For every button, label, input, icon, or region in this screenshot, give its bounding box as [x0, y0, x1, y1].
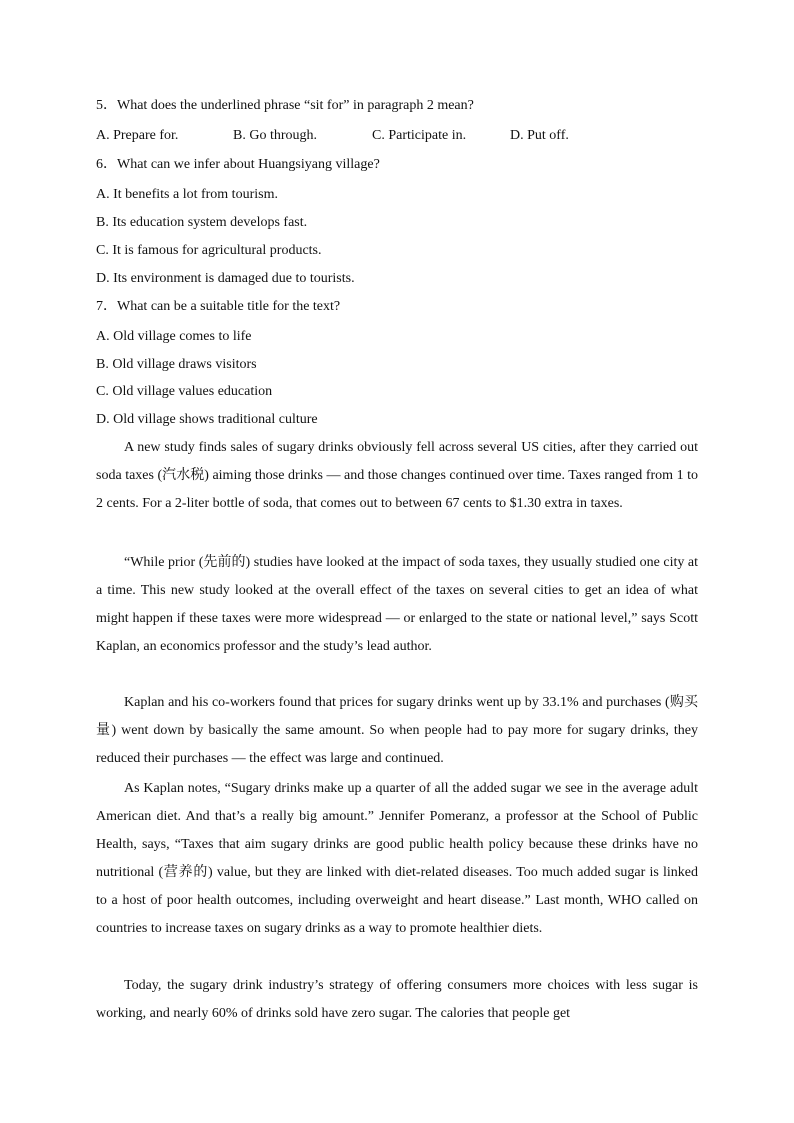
question-5-option-a: A. Prepare for. — [96, 128, 179, 143]
passage-paragraph-1: A new study finds sales of sugary drinks obviously fell across several US cities, after they carried out soda taxes (汽水税) aiming those drinks — and those changes continued over time. Taxes ranged from 1 to 2 cents. For a 2-liter bottle of soda, that comes out to between 67 cents to $1.30 extra in taxes. — [96, 440, 698, 512]
question-7-option-a: A. Old village comes to life — [96, 329, 252, 344]
passage-paragraph-3: Kaplan and his co-workers found that prices for sugary drinks went up by 33.1% and purchases (购买量) went down by basically the same amount. So when people had to pay more for sugary drinks, they reduced their purchases — the effect was large and continued. — [96, 695, 698, 767]
passage-paragraph-5: Today, the sugary drink industry’s strategy of offering consumers more choices with less sugar is working, and nearly 60% of drinks sold have zero sugar. The calories that people get — [96, 978, 698, 1022]
question-6-option-b: B. Its education system develops fast. — [96, 215, 308, 230]
question-7-option-d: D. Old village shows traditional culture — [96, 412, 318, 427]
question-6-stem: 6．What can we infer about Huangsiyang village? — [96, 157, 380, 172]
question-6-option-d: D. Its environment is damaged due to tourists. — [96, 271, 355, 286]
question-7-option-b: B. Old village draws visitors — [96, 357, 257, 372]
question-5-option-d: D. Put off. — [510, 128, 569, 143]
passage-paragraph-4: As Kaplan notes, “Sugary drinks make up a quarter of all the added sugar we see in the average adult American diet. And that’s a really big amount.” Jennifer Pomeranz, a professor at the School of Public Health, says, “Taxes that aim sugary drinks are good public health policy because these drinks have no nutritional (营养的) value, but they are linked with diet-related diseases. Too much added sugar is linked to a host of poor health outcomes, including overweight and heart disease.” Last month, WHO called on countries to increase taxes on sugary drinks as a way to promote healthier diets. — [96, 781, 698, 937]
question-6-option-a: A. It benefits a lot from tourism. — [96, 187, 278, 202]
question-6-option-c: C. It is famous for agricultural products. — [96, 243, 322, 258]
question-5-options — [96, 127, 698, 145]
question-7-stem: 7．What can be a suitable title for the text? — [96, 299, 341, 314]
question-5-stem: 5．What does the underlined phrase “sit for” in paragraph 2 mean? — [96, 98, 474, 113]
question-5-option-c: C. Participate in. — [372, 128, 467, 143]
question-7-option-c: C. Old village values education — [96, 384, 273, 399]
passage-paragraph-2: “While prior (先前的) studies have looked at the impact of soda taxes, they usually studied one city at a time. This new study looked at the overall effect of the taxes on several cities to get an idea of what might happen if these taxes were more widespread — or enlarged to the state or national level,” says Scott Kaplan, an economics professor and the study’s lead author. — [96, 555, 698, 655]
question-5-option-b: B. Go through. — [233, 128, 317, 143]
